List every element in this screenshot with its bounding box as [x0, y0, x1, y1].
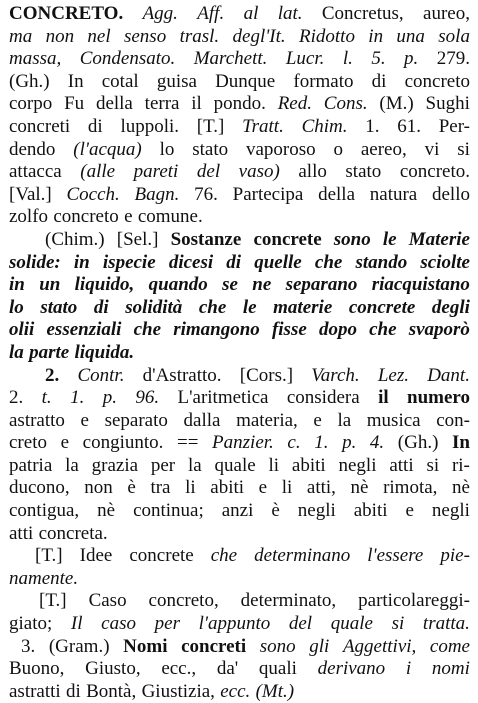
word: dicesi: [168, 251, 214, 273]
word: musica: [366, 409, 421, 431]
word: stato: [40, 296, 78, 318]
word: allo: [298, 161, 327, 183]
word: in: [73, 251, 90, 273]
word: non: [84, 477, 113, 499]
word: [Sel.]: [116, 228, 159, 250]
word: quale: [330, 613, 373, 635]
text-line: [9, 274, 470, 297]
word: cotal: [101, 70, 139, 92]
word: Bontà,: [86, 680, 137, 702]
word: è: [271, 500, 280, 522]
word: concreto,: [148, 590, 219, 612]
word: p.: [404, 48, 419, 70]
text-line: [9, 252, 470, 275]
word: 2.: [9, 387, 24, 409]
word: 3.: [21, 635, 36, 657]
word: (Chim.): [45, 228, 105, 250]
text-line: [9, 116, 470, 139]
word: in: [9, 274, 25, 296]
text-line: [9, 545, 470, 568]
word: Concretus,: [321, 3, 404, 24]
word: della: [95, 93, 133, 115]
text-line: [9, 636, 470, 659]
word: negli: [338, 454, 377, 476]
word: concreti: [181, 635, 247, 657]
word: t.: [41, 387, 52, 409]
word: ecc.,: [161, 658, 197, 680]
text-line: [9, 319, 470, 342]
text-line: [9, 410, 470, 433]
word: caso: [101, 613, 136, 635]
word: d'Astratto.: [142, 364, 222, 386]
word: pareti: [133, 161, 179, 183]
word: separano: [285, 274, 358, 296]
word: è: [127, 477, 136, 499]
word: li: [185, 477, 196, 499]
word: vaporoso: [245, 138, 316, 160]
word: con-: [436, 409, 470, 431]
word: olii: [9, 319, 35, 341]
word: (Mt.): [255, 680, 295, 702]
text-line: [9, 26, 470, 49]
word: 96.: [135, 387, 160, 409]
word: atti: [389, 454, 414, 476]
text-line: [9, 477, 470, 500]
word: ecc.: [220, 680, 251, 702]
text-line: [9, 432, 470, 455]
word: si: [391, 613, 405, 635]
word: Lucr.: [285, 48, 325, 70]
word: per: [150, 454, 176, 476]
word: concrete: [348, 296, 416, 318]
text-line: [9, 297, 470, 320]
word: considera: [286, 387, 360, 409]
word: il: [378, 387, 389, 409]
word: 61.: [397, 115, 421, 137]
word: e: [405, 500, 414, 522]
word: materia,: [236, 409, 298, 431]
word: corpo: [9, 93, 53, 115]
word: e: [124, 206, 133, 228]
word: In: [67, 70, 84, 92]
word: Dunque: [215, 70, 276, 92]
word: degli: [431, 296, 470, 318]
word: Fu: [64, 93, 85, 115]
word: natura: [369, 183, 418, 205]
word: una: [396, 25, 425, 47]
word: sono: [333, 228, 371, 250]
word: trasl.: [179, 25, 220, 47]
word: la: [337, 409, 352, 431]
word: dendo: [9, 138, 56, 160]
word: aereo,: [360, 138, 407, 160]
word: Lez.: [377, 364, 409, 386]
word: Contr.: [77, 364, 125, 386]
word: che: [133, 319, 162, 341]
word: ri-: [451, 454, 470, 476]
word: non: [45, 25, 75, 47]
word: sono: [259, 635, 296, 657]
word: particolareggi-: [358, 590, 470, 612]
word: il: [191, 93, 202, 115]
text-line: [9, 455, 470, 478]
word: nel: [87, 25, 111, 47]
word: [Val.]: [9, 183, 52, 205]
word: 1.: [70, 387, 85, 409]
word: e: [80, 409, 89, 431]
word: comune.: [137, 206, 203, 228]
word: 5.: [371, 48, 386, 70]
word: ispecie: [102, 251, 156, 273]
word: si: [457, 138, 470, 160]
word: Aggettivi,: [342, 635, 417, 657]
word: solide:: [9, 251, 61, 273]
word: che: [198, 296, 227, 318]
word: numero: [407, 387, 470, 409]
word: [T.]: [35, 545, 63, 567]
word: Varch.: [311, 364, 360, 386]
word: concrete: [253, 228, 322, 250]
word: negli: [431, 500, 470, 522]
word: Caso: [88, 590, 127, 612]
word: nè: [350, 477, 369, 499]
word: (Gram.): [48, 635, 110, 657]
word: guisa: [156, 70, 197, 92]
word: (Gh.): [9, 70, 50, 92]
word: un: [39, 274, 61, 296]
word: formato: [293, 70, 354, 92]
word: 76.: [194, 183, 218, 205]
word: lo: [9, 296, 24, 318]
word: quelle: [254, 251, 302, 273]
word: Giusto,: [85, 658, 141, 680]
word: 279.: [436, 48, 470, 70]
word: concreta.: [38, 522, 108, 544]
word: di: [93, 296, 109, 318]
word: concreto: [404, 70, 470, 92]
word: ==: [177, 432, 199, 454]
word: attacca: [9, 161, 62, 183]
word: Red.: [277, 93, 312, 115]
word: grazia: [91, 454, 139, 476]
word: le: [242, 296, 257, 318]
text-line: [9, 500, 470, 523]
word: l'appunto: [198, 613, 271, 635]
word: riacquistano: [371, 274, 470, 296]
word: come: [429, 635, 470, 657]
word: abiti: [353, 500, 388, 522]
word: lo: [159, 138, 175, 160]
word: dopo: [318, 319, 357, 341]
word: liquido,: [74, 274, 135, 296]
word: Aff.: [197, 3, 225, 24]
text-line: [9, 568, 470, 591]
word: e: [258, 477, 268, 499]
word: continua;: [133, 500, 204, 522]
text-line: [9, 3, 470, 26]
word: del: [288, 613, 313, 635]
text-line: [9, 48, 470, 71]
word: [T.]: [39, 590, 67, 612]
word: sciolte: [420, 251, 470, 273]
word: (l'acqua): [73, 138, 142, 160]
text-line: [9, 523, 470, 546]
word: negli: [297, 500, 336, 522]
word: Buono,: [9, 658, 65, 680]
word: Nomi: [123, 635, 168, 657]
word: [Cors.]: [239, 364, 294, 386]
word: quali: [258, 658, 297, 680]
word: fisse: [271, 319, 307, 341]
text-line: [9, 342, 470, 365]
word: Tratt.: [242, 115, 284, 137]
word: 2.: [45, 364, 60, 386]
word: tratta.: [422, 613, 470, 635]
word: terra: [144, 93, 180, 115]
word: quando: [148, 274, 208, 296]
word: la: [187, 454, 202, 476]
word: li: [281, 477, 293, 499]
word: concreti: [9, 115, 71, 137]
text-line: [9, 365, 470, 388]
word: determinano: [254, 545, 351, 567]
word: Ridotto: [299, 25, 355, 47]
word: nè: [452, 477, 470, 499]
word: le: [382, 228, 397, 250]
word: rimangono: [173, 319, 260, 341]
word: di: [66, 680, 81, 702]
word: (M.): [379, 93, 414, 115]
word: l.: [342, 48, 353, 70]
word: e: [60, 432, 70, 454]
word: ducono,: [9, 477, 70, 499]
word: Condensato.: [79, 48, 176, 70]
word: p.: [342, 432, 357, 454]
word: del: [196, 161, 221, 183]
text-line: [9, 93, 470, 116]
word: lat.: [277, 3, 303, 24]
word: dello: [432, 183, 470, 205]
word: Sostanze: [170, 228, 242, 250]
word: massa,: [9, 48, 62, 70]
word: ne: [252, 274, 272, 296]
text-line: [9, 161, 470, 184]
word: In: [452, 432, 470, 454]
word: 4.: [369, 432, 385, 454]
word: Agg.: [142, 3, 178, 24]
word: solidità: [125, 296, 183, 318]
text-line: [9, 184, 470, 207]
word: c.: [287, 432, 301, 454]
word: di: [226, 251, 242, 273]
text-line: [9, 229, 470, 252]
word: zolfo: [9, 206, 49, 228]
word: rimota,: [383, 477, 438, 499]
word: derivano: [317, 658, 386, 680]
word: Il: [70, 613, 83, 635]
word: Marchett.: [193, 48, 268, 70]
word: degl'It.: [232, 25, 286, 47]
word: di: [87, 115, 103, 137]
word: abiti: [291, 454, 326, 476]
word: namente.: [9, 567, 79, 589]
word: svaporò: [408, 319, 470, 341]
word: gli: [309, 635, 330, 657]
word: materie: [273, 296, 333, 318]
word: Dant.: [427, 364, 470, 386]
word: che: [210, 545, 238, 567]
text-line: [9, 387, 470, 410]
word: pondo.: [213, 93, 266, 115]
word: Giustizia,: [141, 680, 215, 702]
word: stando: [355, 251, 408, 273]
word: della: [318, 183, 356, 205]
word: L'aritmetica: [177, 387, 269, 409]
word: creto: [9, 432, 47, 454]
word: (alle: [80, 161, 116, 183]
word: atti,: [306, 477, 336, 499]
word: 1.: [365, 115, 380, 137]
text-line: [9, 681, 470, 703]
word: Materie: [408, 228, 470, 250]
word: p.: [102, 387, 117, 409]
word: separato: [104, 409, 168, 431]
word: Panzier.: [212, 432, 274, 454]
word: luppoli.: [120, 115, 180, 137]
word: astratto: [9, 409, 65, 431]
word: si: [426, 454, 440, 476]
word: per: [154, 613, 180, 635]
word: senso: [123, 25, 167, 47]
word: i: [405, 658, 412, 680]
word: parte: [29, 341, 70, 363]
word: atti: [9, 522, 34, 544]
word: nè: [97, 500, 116, 522]
text-line: [9, 658, 470, 681]
text-line: [9, 590, 470, 613]
word: liquida.: [74, 341, 135, 363]
word: o: [333, 138, 343, 160]
text-line: [9, 139, 470, 162]
word: che: [314, 251, 343, 273]
word: nomi: [431, 658, 470, 680]
word: Bagn.: [134, 183, 180, 205]
word: che: [369, 319, 397, 341]
word: vi: [424, 138, 440, 160]
word: abiti: [210, 477, 245, 499]
word: Cons.: [323, 93, 368, 115]
word: Chim.: [301, 115, 348, 137]
word: li: [268, 454, 280, 476]
word: concreto.: [399, 161, 470, 183]
word: Idee: [79, 545, 113, 567]
word: CONCRETO.: [9, 3, 124, 24]
word: se: [222, 274, 238, 296]
word: aureo,: [423, 3, 470, 24]
word: contigua,: [9, 500, 80, 522]
word: quale: [214, 454, 256, 476]
word: stato: [345, 161, 382, 183]
word: pie-: [440, 545, 470, 567]
word: di: [371, 70, 387, 92]
word: concrete: [129, 545, 194, 567]
word: essenziali: [46, 319, 122, 341]
text-line: [9, 613, 470, 636]
word: tra: [150, 477, 171, 499]
word: la: [9, 341, 24, 363]
word: e: [313, 409, 322, 431]
word: da': [216, 658, 239, 680]
word: [T.]: [196, 115, 225, 137]
word: dalla: [183, 409, 221, 431]
word: stato: [192, 138, 229, 160]
word: concreto: [53, 206, 119, 228]
text-line: [9, 71, 470, 94]
word: sola: [438, 25, 470, 47]
word: congiunto.: [82, 432, 164, 454]
word: Partecipa: [232, 183, 304, 205]
word: determinato,: [240, 590, 337, 612]
word: 1.: [314, 432, 329, 454]
word: la: [65, 454, 79, 476]
word: Per-: [438, 115, 470, 137]
word: ma: [9, 25, 33, 47]
word: astratti: [9, 680, 61, 702]
text-line: [9, 206, 470, 229]
word: in: [368, 25, 384, 47]
word: patria: [9, 454, 53, 476]
word: vaso): [238, 161, 280, 183]
word: al: [243, 3, 259, 24]
word: anzi: [221, 500, 254, 522]
word: (Gh.): [397, 432, 439, 454]
word: Cocch.: [66, 183, 120, 205]
word: giato;: [9, 613, 53, 635]
word: l'essere: [367, 545, 424, 567]
word: Sughi: [425, 93, 470, 115]
